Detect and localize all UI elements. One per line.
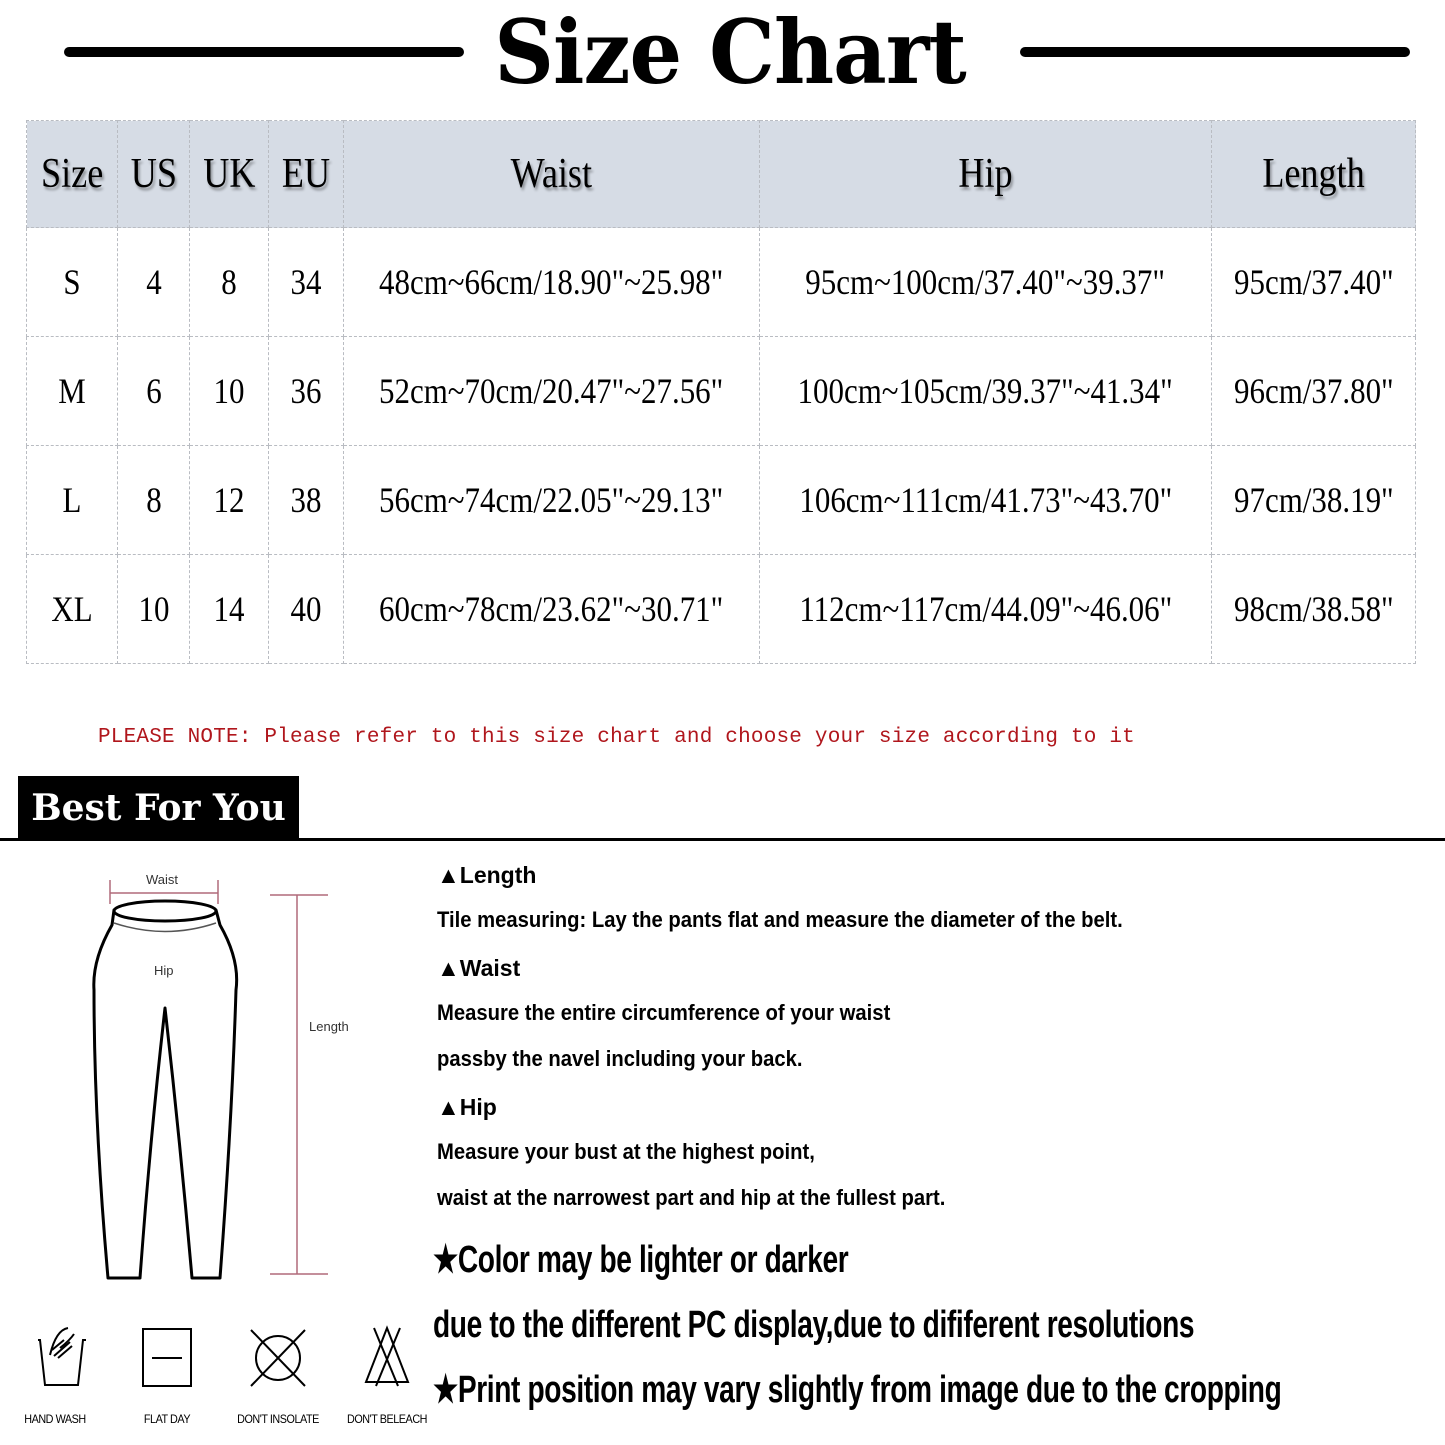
col-header-us: US — [118, 121, 190, 228]
instruction-waist-body-1: Measure the entire circumference of your waist — [437, 1000, 891, 1025]
no-sun-icon — [243, 1320, 313, 1390]
cell-size: M — [27, 337, 118, 446]
cell-hip: 106cm~111cm/41.73"~43.70" — [760, 446, 1212, 555]
cell-us: 8 — [118, 446, 190, 555]
diagram-label-hip: Hip — [154, 963, 174, 978]
col-header-size: Size — [27, 121, 118, 228]
cell-eu: 34 — [269, 228, 344, 337]
care-label: HAND WASH — [24, 1412, 86, 1426]
cell-waist: 60cm~78cm/23.62"~30.71" — [344, 555, 760, 664]
cell-length: 95cm/37.40" — [1212, 228, 1416, 337]
col-header-length: Length — [1212, 121, 1416, 228]
section-divider — [0, 838, 1445, 841]
cell-hip: 95cm~100cm/37.40"~39.37" — [760, 228, 1212, 337]
cell-uk: 12 — [190, 446, 269, 555]
title-decor-line-left — [64, 47, 464, 57]
col-header-hip: Hip — [760, 121, 1212, 228]
table-row — [27, 555, 1416, 664]
care-label: DON'T BELEACH — [346, 1412, 428, 1426]
cell-us: 10 — [118, 555, 190, 664]
size-chart-table — [26, 120, 1416, 664]
cell-size: S — [27, 228, 118, 337]
instruction-hip-body-2: waist at the narrowest part and hip at the fullest part. — [437, 1185, 946, 1210]
notice-display-difference: due to the different PC display,due to dififerent resolutions — [433, 1304, 1195, 1346]
title-decor-line-right — [1020, 47, 1410, 57]
pants-measurement-diagram — [80, 860, 380, 1290]
cell-uk: 10 — [190, 337, 269, 446]
cell-length: 96cm/37.80" — [1212, 337, 1416, 446]
table-header-row — [27, 121, 1416, 228]
no-bleach-icon — [352, 1320, 422, 1390]
cell-us: 6 — [118, 337, 190, 446]
care-label: FLAT DAY — [143, 1412, 191, 1426]
cell-size: L — [27, 446, 118, 555]
notice-print-position: ★Print position may vary slightly from image due to the cropping — [433, 1369, 1282, 1411]
cell-length: 97cm/38.19" — [1212, 446, 1416, 555]
cell-waist: 52cm~70cm/20.47"~27.56" — [344, 337, 760, 446]
care-item-flat-dry — [112, 1320, 222, 1426]
cell-uk: 8 — [190, 228, 269, 337]
flat-dry-icon — [132, 1320, 202, 1390]
cell-uk: 14 — [190, 555, 269, 664]
table-row — [27, 446, 1416, 555]
col-header-uk: UK — [190, 121, 269, 228]
cell-size: XL — [27, 555, 118, 664]
cell-length: 98cm/38.58" — [1212, 555, 1416, 664]
size-note: PLEASE NOTE: Please refer to this size chart and choose your size according to it — [98, 726, 1135, 749]
cell-hip: 112cm~117cm/44.09"~46.06" — [760, 555, 1212, 664]
hand-wash-icon — [20, 1320, 90, 1390]
instruction-length-heading: ▲Length — [437, 862, 537, 888]
cell-waist: 56cm~74cm/22.05"~29.13" — [344, 446, 760, 555]
instruction-hip-heading: ▲Hip — [437, 1094, 497, 1120]
care-item-dont-insolate — [223, 1320, 333, 1426]
cell-us: 4 — [118, 228, 190, 337]
page-title: Size Chart — [494, 0, 966, 104]
care-label: DON'T INSOLATE — [237, 1412, 319, 1426]
notice-color-variation: ★Color may be lighter or darker — [433, 1239, 849, 1281]
pants-outline-icon — [80, 860, 380, 1290]
instruction-waist-body-2: passby the navel including your back. — [437, 1046, 803, 1071]
cell-eu: 40 — [269, 555, 344, 664]
care-item-dont-bleach — [332, 1320, 442, 1426]
col-header-eu: EU — [269, 121, 344, 228]
table-row — [27, 337, 1416, 446]
instruction-hip-body-1: Measure your bust at the highest point, — [437, 1139, 815, 1164]
col-header-waist: Waist — [344, 121, 760, 228]
cell-hip: 100cm~105cm/39.37"~41.34" — [760, 337, 1212, 446]
cell-eu: 36 — [269, 337, 344, 446]
table-row — [27, 228, 1416, 337]
diagram-label-length: Length — [309, 1019, 349, 1034]
care-item-hand-wash — [0, 1320, 110, 1426]
cell-waist: 48cm~66cm/18.90"~25.98" — [344, 228, 760, 337]
diagram-label-waist: Waist — [146, 872, 179, 887]
title-row — [0, 0, 1445, 110]
cell-eu: 38 — [269, 446, 344, 555]
instruction-length-body: Tile measuring: Lay the pants flat and measure the diameter of the belt. — [437, 907, 1123, 932]
section-title-best-for-you: Best For You — [18, 776, 299, 838]
instruction-waist-heading: ▲Waist — [437, 955, 521, 981]
